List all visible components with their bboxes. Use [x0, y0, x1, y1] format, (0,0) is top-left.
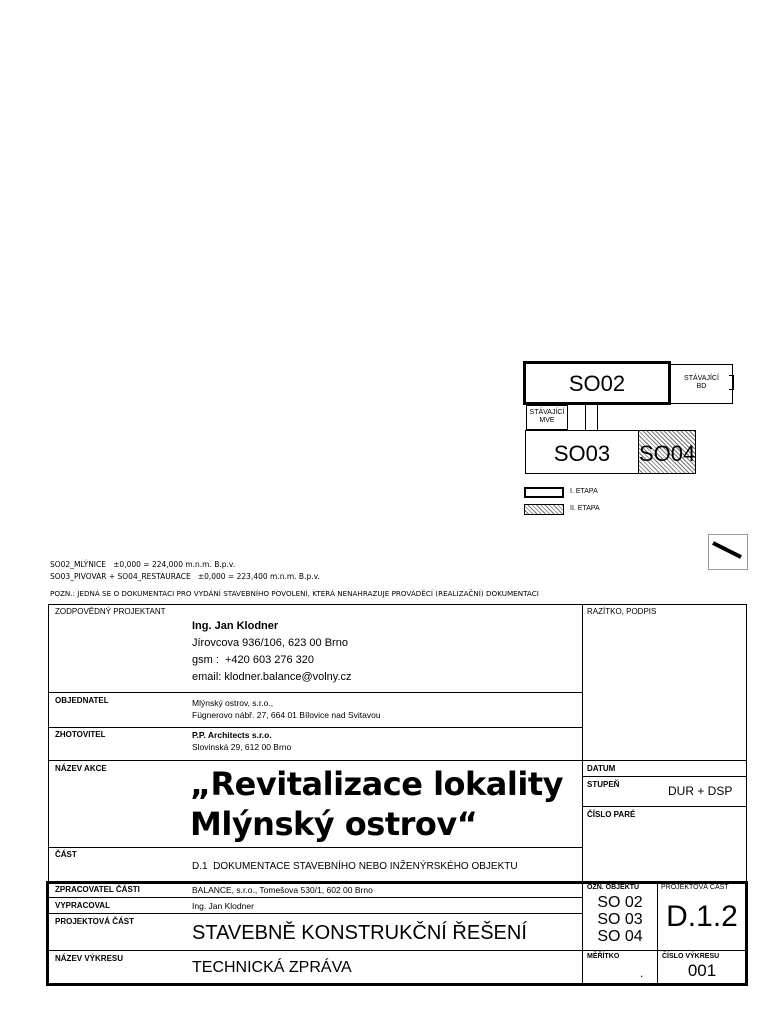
part-author-label: ZPRACOVATEL ČÁSTI [55, 885, 140, 894]
scale-label: MĚŘÍTKO [587, 953, 620, 960]
so03-block [525, 430, 639, 474]
project-title-line-2: Mlýnský ostrov“ [190, 805, 478, 843]
legend-label-stage-2: II. ETAPA [570, 505, 600, 512]
designer-email: email: klodner.balance@volny.cz [192, 671, 352, 683]
drawing-name-label: NÁZEV VÝKRESU [55, 954, 124, 963]
legend-swatch-stage-1 [524, 487, 564, 498]
so04-label: SO04 [639, 441, 696, 466]
client-name: Mlýnský ostrov, s.r.o., [192, 698, 274, 708]
client-address: Fügnerovo nábř. 27, 664 01 Bílovice nad Svitavou [192, 710, 381, 720]
contractor-label: ZHOTOVITEL [55, 730, 106, 739]
designer-label: ZODPOVĚDNÝ PROJEKTANT [55, 607, 166, 616]
north-arrow-icon [709, 535, 747, 569]
copy-number-label: ČÍSLO PARÉ [587, 810, 636, 819]
date-label: DATUM [587, 764, 616, 773]
part-author-value: BALANCE, s.r.o., Tomešova 530/1, 602 00 Brno [192, 885, 373, 895]
project-title-line-1: „Revitalizace lokality [190, 765, 563, 803]
stage-value: DUR + DSP [668, 784, 733, 798]
designer-phone: gsm : +420 603 276 320 [192, 654, 315, 666]
drawn-by-label: VYPRACOVAL [55, 901, 110, 910]
designer-name: Ing. Jan Klodner [192, 620, 279, 632]
existing-mve-block [526, 405, 568, 430]
project-part-code: D.1.2 [666, 900, 738, 933]
project-part-label: PROJEKTOVÁ ČÁST [55, 917, 134, 926]
stamp-label: RAZÍTKO, PODPIS [587, 607, 657, 616]
designer-address: Jírovcova 936/106, 623 00 Brno [192, 637, 348, 649]
stage-label: STUPEŇ [587, 780, 620, 789]
elevation-note-so03-so04: SO03_PIVOVAR + SO04_RESTAURACE ±0,000 = 223,400 m.n.m. B.p.v. [50, 572, 320, 581]
legend-label-stage-1: I. ETAPA [570, 488, 598, 495]
project-part-code-label: PROJEKTOVÁ ČÁST [661, 884, 729, 891]
general-note: POZN.: JEDNÁ SE O DOKUMENTACI PRO VYDÁNÍ STAVEBNÍHO POVOLENÍ, KTERÁ NENAHRAZUJE PROVÁDĚCÍ (REALIZAČNÍ) DOKUMENTACI [50, 589, 539, 598]
so02-block [523, 361, 671, 405]
so04-block [638, 430, 696, 474]
object-values [583, 894, 657, 945]
drawing-number-value: 001 [687, 961, 717, 980]
so03-label: SO03 [553, 441, 611, 466]
object-value-so03: SO 03 [597, 911, 643, 928]
drawing-number-label: ČÍSLO VÝKRESU [662, 953, 720, 960]
object-value-so02: SO 02 [597, 894, 643, 911]
existing-mve-label: STÁVAJÍCÍ MVE [529, 409, 565, 424]
part-label: ČÁST [55, 850, 77, 859]
so02-label: SO02 [568, 371, 626, 396]
drawing-name-value: TECHNICKÁ ZPRÁVA [192, 959, 352, 976]
contractor-address: Slovinská 29, 612 00 Brno [192, 742, 292, 752]
project-part-value: STAVEBNĚ KONSTRUKČNÍ ŘEŠENÍ [192, 922, 527, 944]
north-arrow [708, 534, 748, 570]
object-label: OZN. OBJEKTU [587, 884, 640, 891]
legend-swatch-stage-2 [524, 504, 564, 515]
contractor-name: P.P. Architects s.r.o. [192, 730, 272, 740]
object-value-so04: SO 04 [597, 928, 643, 945]
client-label: OBJEDNATEL [55, 696, 109, 705]
project-label: NÁZEV AKCE [55, 764, 107, 773]
part-value: D.1 DOKUMENTACE STAVEBNÍHO NEBO INŽENÝRSKÉHO OBJEKTU [192, 861, 518, 872]
scale-value: . [640, 966, 644, 980]
existing-bd-block [671, 364, 733, 404]
elevation-note-so02: SO02_MLÝNICE ±0,000 = 224,000 m.n.m. B.p.v. [50, 560, 236, 569]
existing-bd-label: STÁVAJÍCÍ BD [684, 375, 719, 390]
drawn-by-value: Ing. Jan Klodner [192, 901, 254, 911]
